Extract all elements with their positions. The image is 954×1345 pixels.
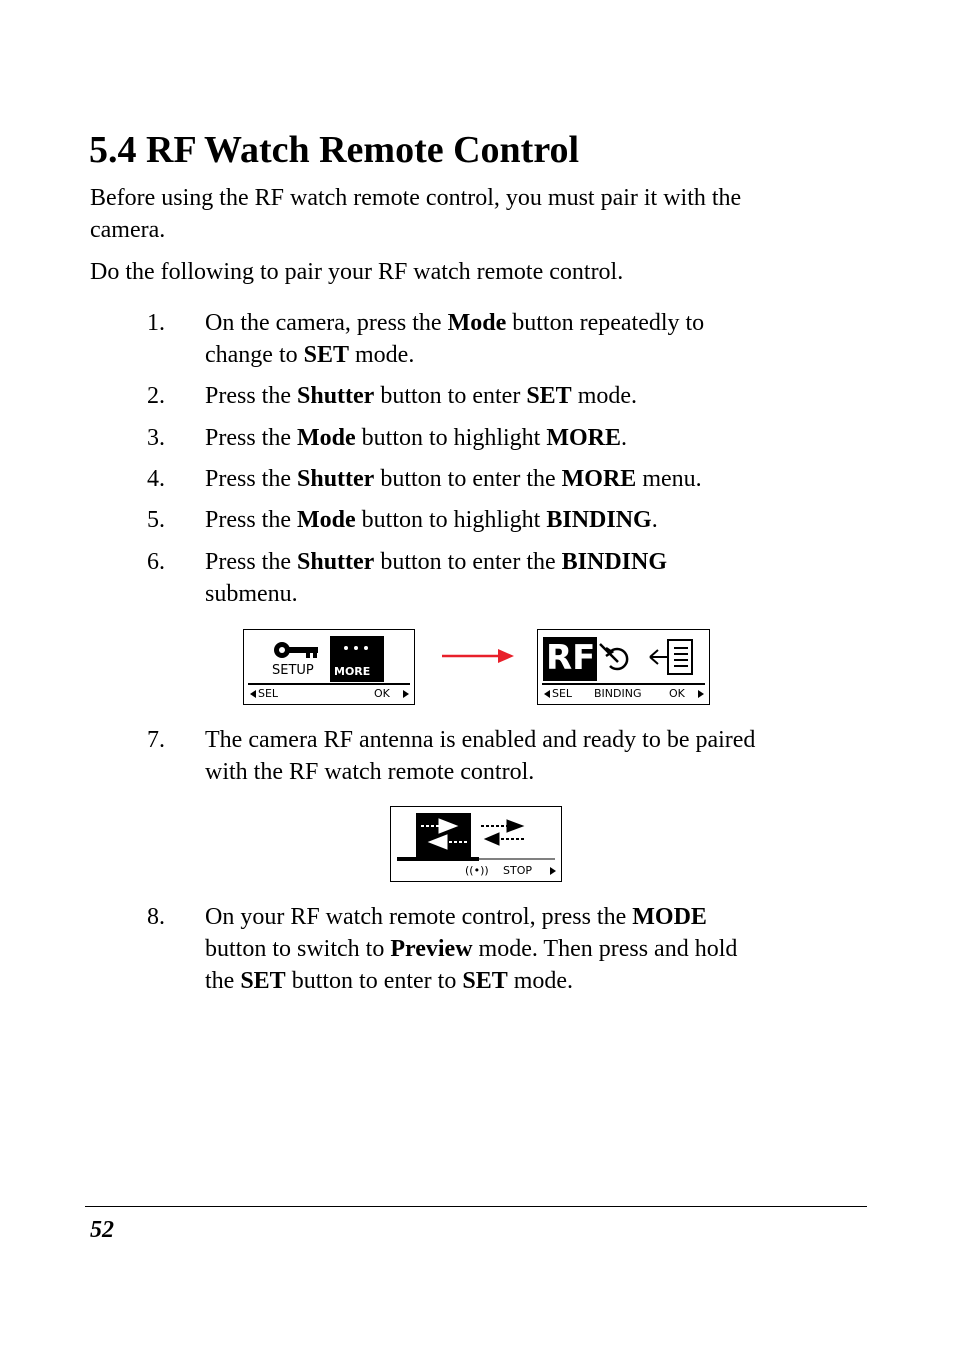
- left-arrow-icon: [250, 690, 256, 698]
- pairing-screen: [390, 806, 562, 882]
- step-number: 5.: [147, 507, 165, 533]
- step-7-line-2: with the RF watch remote control.: [205, 759, 535, 785]
- step-number: 2.: [147, 383, 165, 409]
- intro-line-1: Before using the RF watch remote control, you must pair it with the: [90, 185, 742, 211]
- transition-arrow-icon: [440, 646, 516, 666]
- section-title: 5.4 RF Watch Remote Control: [89, 129, 580, 171]
- page-number: 52: [90, 1217, 114, 1243]
- rotate-wrench-icon: [600, 644, 627, 669]
- step-8-line-2: button to switch to Preview mode. Then press and hold: [205, 936, 738, 962]
- right-arrow-icon: [403, 690, 409, 698]
- stop-label: STOP: [503, 864, 532, 877]
- setup-label: SETUP: [272, 663, 314, 678]
- binding-label: BINDING: [594, 687, 642, 700]
- setup-menu-screen: [243, 629, 415, 705]
- step-1-line-2: change to SET mode.: [205, 342, 415, 368]
- step-number: 6.: [147, 549, 165, 575]
- transfer-arrows-icon: [481, 820, 525, 845]
- step-4: Press the Shutter button to enter the MORE menu.: [205, 466, 702, 492]
- step-1-line-1: On the camera, press the Mode button repeatedly to: [205, 310, 705, 336]
- signal-icon: ((•)): [465, 864, 489, 877]
- step-number: 7.: [147, 727, 165, 753]
- intro-line-2: camera.: [90, 217, 166, 243]
- step-8-line-3: the SET button to enter to SET mode.: [205, 968, 574, 994]
- step-number: 8.: [147, 904, 165, 930]
- footer-rule: [85, 1206, 867, 1207]
- step-3: Press the Mode button to highlight MORE.: [205, 425, 628, 451]
- ok-label: OK: [374, 687, 390, 700]
- left-arrow-icon: [544, 690, 550, 698]
- pairing-highlight: [416, 813, 471, 857]
- lead-paragraph: Do the following to pair your RF watch remote control.: [90, 259, 624, 285]
- step-number: 4.: [147, 466, 165, 492]
- key-icon: [274, 642, 318, 658]
- step-8-line-1: On your RF watch remote control, press the MODE: [205, 904, 707, 930]
- more-label: MORE: [334, 665, 371, 678]
- sel-label: SEL: [552, 687, 573, 700]
- sel-label: SEL: [258, 687, 279, 700]
- step-5: Press the Mode button to highlight BINDING.: [205, 507, 658, 533]
- import-list-icon: [650, 640, 692, 674]
- step-7-line-1: The camera RF antenna is enabled and ready to be paired: [205, 727, 756, 753]
- right-arrow-icon: [550, 867, 556, 875]
- ok-label: OK: [669, 687, 685, 700]
- binding-menu-screen: [537, 629, 710, 705]
- rf-label: RF: [546, 638, 596, 678]
- step-6-line-1: Press the Shutter button to enter the BINDING: [205, 549, 667, 575]
- right-arrow-icon: [698, 690, 704, 698]
- step-number: 3.: [147, 425, 165, 451]
- step-6-line-2: submenu.: [205, 581, 298, 607]
- step-2: Press the Shutter button to enter SET mode.: [205, 383, 638, 409]
- step-number: 1.: [147, 310, 165, 336]
